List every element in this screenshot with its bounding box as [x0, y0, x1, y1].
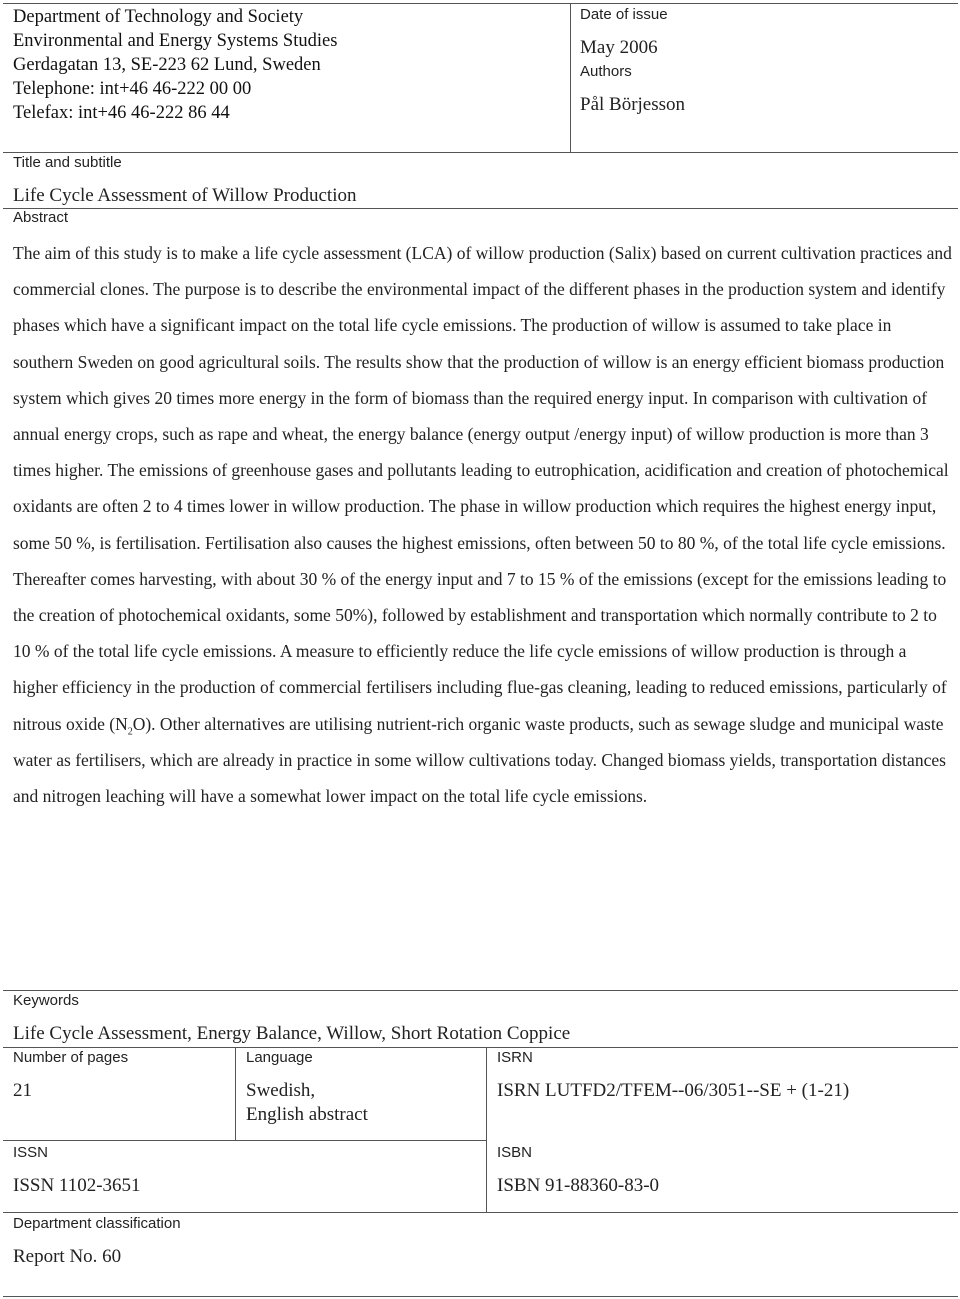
issn-bottom-line — [3, 1212, 958, 1213]
title-bottom-line — [3, 208, 958, 209]
language-label: Language — [246, 1049, 313, 1066]
language-value-line: Swedish, — [246, 1080, 316, 1101]
abstract-text-part: O). Other alternatives are utilising nutrient-rich organic waste products, such as sewage sludge and municipal waste water as fertilisers, which are already in practice in some willow cultivations today. Changed biomass yields, transportation distances and nitrogen leaching will have a somewhat lower impact on the total life cycle emissions. — [13, 713, 946, 807]
keywords-top-line — [3, 990, 958, 991]
date-of-issue-label: Date of issue — [580, 6, 668, 23]
isrn-label: ISRN — [497, 1049, 533, 1066]
abstract-label: Abstract — [13, 209, 69, 226]
language-value-line: English abstract — [246, 1104, 368, 1125]
isrn-value: ISRN LUTFD2/TFEM--06/3051--SE + (1-21) — [497, 1080, 850, 1101]
bottom-border — [3, 1296, 958, 1297]
isbn-label: ISBN — [497, 1144, 533, 1161]
header-divider — [570, 3, 571, 152]
abstract-text — [13, 235, 953, 814]
top-border — [3, 3, 958, 4]
header-bottom-line — [3, 152, 958, 153]
isbn-value: ISBN 91-88360-83-0 — [497, 1175, 660, 1196]
issn-value: ISSN 1102-3651 — [13, 1175, 141, 1196]
language-isrn-divider — [486, 1047, 487, 1212]
abstract-text-part: The aim of this study is to make a life cycle assessment (LCA) of willow production (Salix) based on current cultivation practices and commercial clones. The purpose is to describe the environmental impact of the different phases in the production system and identify phases which have a significant impact on the total life cycle emissions. The production of willow is assumed to take place in southern Sweden on good agricultural soils. The results show that the production of willow is an energy efficient biomass production system which gives 20 times more energy in the form of biomass than the required energy input. In comparison with cultivation of annual energy crops, such as rape and wheat, the energy balance (energy output /energy input) of willow production is more than 3 times higher. The emissions of greenhouse gases and pollutants leading to eutrophication, acidification and creation of photochemical oxidants are often 2 to 4 times lower in willow production. The phase in willow production which requires the highest energy input, some 50 %, is fertilisation. Fertilisation also causes the highest emissions, often between 50 to 80 %, of the total life cycle emissions. Thereafter comes harvesting, with about 30 % of the energy input and 7 to 15 % of the emissions (except for the emissions leading to the creation of photochemical oxidants, some 50%), followed by establishment and transportation which normally contribute to 2 to 10 % of the total life cycle emissions. A measure to efficiently reduce the life cycle emissions of willow production is through a higher efficiency in the production of commercial fertilisers including flue-gas cleaning, leading to reduced emissions, particularly of nitrous oxide (N — [13, 243, 952, 734]
department-line: Environmental and Energy Systems Studies — [13, 31, 338, 51]
pages-language-bottom-line — [3, 1140, 486, 1141]
report-title: Life Cycle Assessment of Willow Production — [13, 185, 357, 206]
keywords-value: Life Cycle Assessment, Energy Balance, Willow, Short Rotation Coppice — [13, 1023, 571, 1044]
keywords-bottom-line — [3, 1047, 958, 1048]
issn-label: ISSN — [13, 1144, 49, 1161]
department-line: Department of Technology and Society — [13, 7, 304, 27]
department-classification-value: Report No. 60 — [13, 1246, 122, 1267]
date-of-issue-value: May 2006 — [580, 37, 658, 58]
department-line: Telefax: int+46 46-222 86 44 — [13, 103, 230, 123]
department-classification-label: Department classification — [13, 1215, 181, 1232]
department-line: Gerdagatan 13, SE-223 62 Lund, Sweden — [13, 55, 321, 75]
department-line: Telephone: int+46 46-222 00 00 — [13, 79, 252, 99]
number-of-pages-label: Number of pages — [13, 1049, 129, 1066]
authors-value: Pål Börjesson — [580, 94, 686, 115]
authors-label: Authors — [580, 63, 632, 80]
title-label: Title and subtitle — [13, 154, 122, 171]
number-of-pages-value: 21 — [13, 1080, 32, 1101]
department-address — [13, 5, 337, 125]
keywords-label: Keywords — [13, 992, 79, 1009]
pages-language-divider — [235, 1047, 236, 1140]
subscript: 2 — [127, 726, 133, 738]
